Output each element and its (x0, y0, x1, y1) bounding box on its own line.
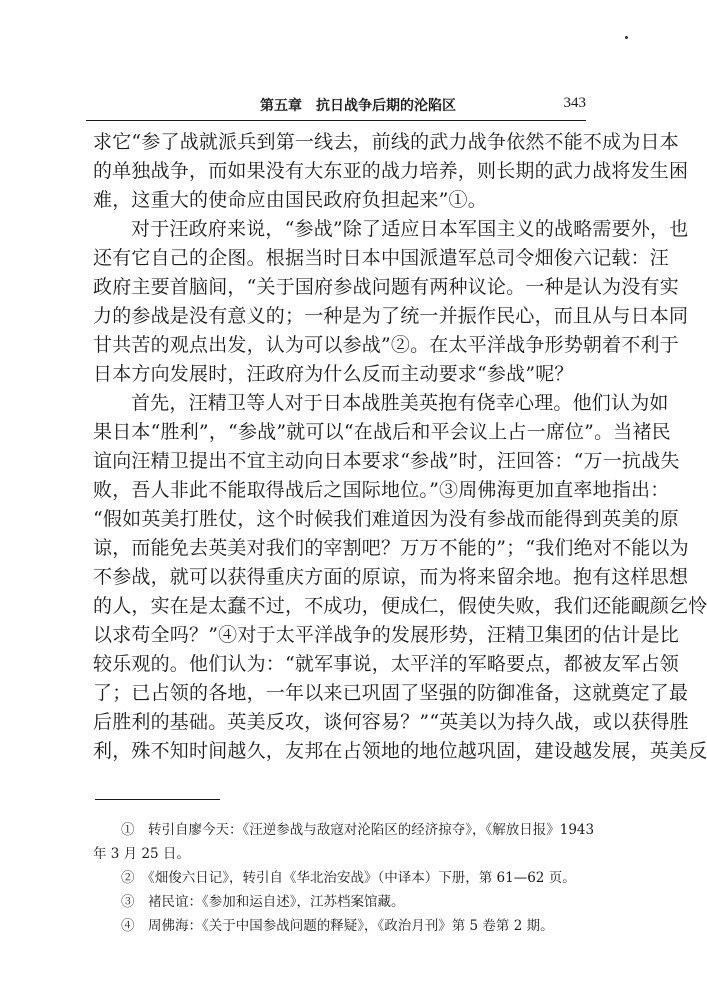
header-rule (86, 120, 586, 121)
body-line: 败，吾人非此不能取得战后之国际地位。”③周佛海更加直率地指出： (93, 479, 670, 501)
body-line: 甘共苦的观点出发，认为可以参战”②。在太平洋战争形势朝着不利于 (93, 334, 679, 356)
footnote-line: ④ 周佛海：《关于中国参战问题的释疑》，《政治月刊》第 5 卷第 2 期。 (121, 918, 554, 934)
body-line: 求它“参了战就派兵到第一线去，前线的武力战争依然不能不成为日本 (93, 131, 679, 153)
body-line: 以求苟全吗？”④对于太平洋战争的发展形势，汪精卫集团的估计是比 (93, 624, 679, 646)
body-line: 的人，实在是太蠢不过，不成功，便成仁，假使失败，我们还能靦颜乞怜 (93, 595, 707, 617)
body-line: 谅，而能免去英美对我们的宰割吧？万万不能的”；“我们绝对不能以为 (93, 537, 689, 559)
page-header (86, 95, 586, 119)
footnote-line: ③ 褚民谊：《参加和运自述》，江苏档案馆藏。 (121, 894, 405, 910)
scan-speck (625, 36, 628, 39)
body-line: 较乐观的。他们认为：“就军事说，太平洋的军略要点，都被友军占领 (93, 653, 679, 675)
body-line: 首先，汪精卫等人对于日本战胜美英抱有侥幸心理。他们认为如 (131, 392, 669, 414)
body-line: 的单独战争，而如果没有大东亚的战力培养，则长期的武力战将发生困 (93, 160, 689, 182)
body-line: 难，这重大的使命应由国民政府负担起来”①。 (93, 189, 487, 211)
page-number: 343 (563, 95, 586, 111)
body-line: 对于汪政府来说，“参战”除了适应日本军国主义的战略需要外，也 (131, 218, 689, 240)
body-line: 谊向汪精卫提出不宜主动向日本要求“参战”时，汪回答：“万一抗战失 (93, 450, 680, 472)
footnote-line: 年 3 月 25 日。 (93, 846, 190, 862)
footnotes (93, 818, 613, 938)
body-line: 后胜利的基础。英美反攻，谈何容易？”“英美以为持久战，或以获得胜 (93, 711, 689, 733)
footnote-rule (95, 799, 220, 800)
body-line: 利，殊不知时间越久，友邦在占领地的地位越巩固，建设越发展，英美反 (93, 740, 707, 762)
body-line: 不参战，就可以获得重庆方面的原谅，而为将来留余地。抱有这样思想 (93, 566, 689, 588)
body-line: 政府主要首脑间，“关于国府参战问题有两种议论。一种是认为没有实 (93, 276, 679, 298)
body-text (93, 128, 707, 766)
body-line: 日本方向发展时，汪政府为什么反而主动要求“参战”呢？ (93, 363, 574, 385)
body-line: 了；已占领的各地，一年以来已巩固了坚强的防御准备，这就奠定了最 (93, 682, 689, 704)
footnote-line: ① 转引自廖今天：《汪逆参战与敌寇对沦陷区的经济掠夺》，《解放日报》1943 (121, 822, 595, 838)
body-line: “假如英美打胜仗，这个时候我们难道因为没有参战而能得到英美的原 (93, 508, 679, 530)
footnote-line: ② 《畑俊六日记》，转引自《华北治安战》（中译本）下册，第 61—62 页。 (121, 870, 576, 886)
chapter-title: 第五章 抗日战争后期的沦陷区 (260, 98, 456, 114)
body-line: 还有它自己的企图。根据当时日本中国派遣军总司令畑俊六记载：汪 (93, 247, 670, 269)
body-line: 力的参战是没有意义的；一种是为了统一并振作民心，而且从与日本同 (93, 305, 689, 327)
body-line: 果日本“胜利”，“参战”就可以“在战后和平会议上占一席位”。当褚民 (93, 421, 671, 443)
